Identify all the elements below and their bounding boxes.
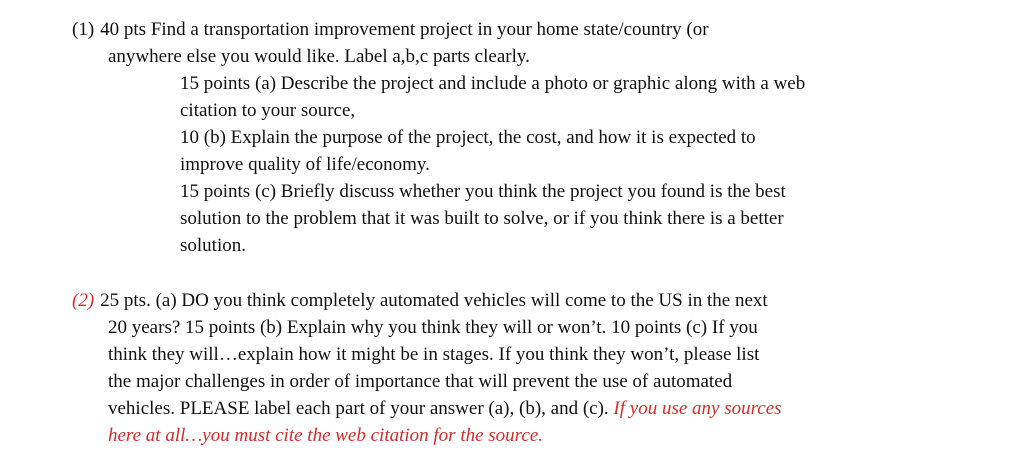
question-2-line-3: think they will…explain how it might be in stages. If you think they won’t, please list bbox=[108, 344, 760, 365]
part-c-line-1: 15 points (c) Briefly discuss whether you think the project you found is the best bbox=[180, 181, 786, 202]
question-2-line-5 bbox=[72, 395, 972, 422]
citation-note-part-2: here at all…you must cite the web citation for the source. bbox=[108, 425, 543, 446]
question-2-number: (2) bbox=[72, 290, 95, 311]
question-1-number: (1) bbox=[72, 19, 95, 40]
part-b-line-1: 10 (b) Explain the purpose of the project, the cost, and how it is expected to bbox=[180, 127, 756, 148]
question-2-line-4: the major challenges in order of importance that will prevent the use of automated bbox=[108, 371, 733, 392]
part-c-line-3: solution. bbox=[180, 235, 246, 256]
part-a-line-2: citation to your source, bbox=[180, 100, 356, 121]
part-c-line-2: solution to the problem that it was built to solve, or if you think there is a better bbox=[180, 208, 784, 229]
question-1 bbox=[72, 16, 972, 259]
part-b-line-2: improve quality of life/economy. bbox=[180, 154, 430, 175]
question-2-line-1 bbox=[72, 287, 972, 314]
question-2-text-5: vehicles. PLEASE label each part of your answer (a), (b), and (c). bbox=[108, 398, 609, 419]
question-1-text-1: 40 pts Find a transportation improvement project in your home state/country (or bbox=[100, 19, 709, 40]
question-1-line-2: anywhere else you would like. Label a,b,c parts clearly. bbox=[108, 46, 530, 67]
part-a-line-1: 15 points (a) Describe the project and include a photo or graphic along with a web bbox=[180, 73, 806, 94]
question-2-line-2: 20 years? 15 points (b) Explain why you think they will or won’t. 10 points (c) If you bbox=[108, 317, 758, 338]
question-2-text-1: 25 pts. (a) DO you think completely automated vehicles will come to the US in the next bbox=[100, 290, 768, 311]
question-2 bbox=[72, 287, 972, 449]
citation-note-part-1: If you use any sources bbox=[613, 398, 782, 419]
question-1-line-1 bbox=[72, 16, 972, 43]
